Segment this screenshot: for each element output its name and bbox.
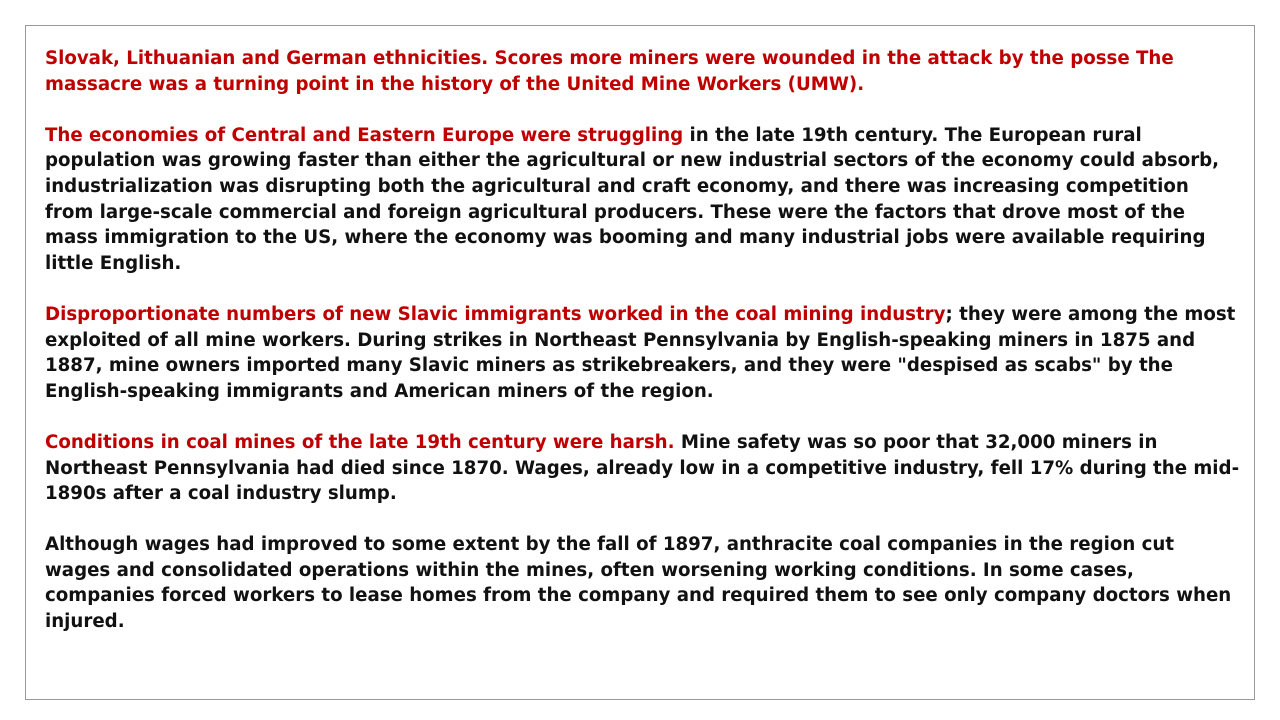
- paragraph-european-economies: [45, 123, 1240, 277]
- slide-content: [45, 46, 1240, 660]
- body-text: in the late 19th century. The European rural population was growing faster than either the agricultural or new industrial sectors of the economy could absorb, industrialization was disrupting both the agricultural and craft economy, and there was increasing competition from large-scale commercial and foreign agricultural producers. These were the factors that drove most of the mass immigration to the US, where the economy was booming and many industrial jobs were available requiring little English.: [45, 124, 1220, 274]
- body-text: ; they were among the most exploited of all mine workers. During strikes in Northeast Pennsylvania by English-speaking miners in 1875 and 1887, mine owners imported many Slavic miners as strikebreakers, and they were "despised as scabs" by the English-speaking immigrants and American miners of the region.: [45, 303, 1236, 402]
- paragraph-mine-conditions: [45, 430, 1240, 507]
- highlight-text: Slovak, Lithuanian and German ethnicities. Scores more miners were wounded in the attack by the posse The massacre was a turning point in the history of the United Mine Workers (UMW).: [45, 48, 1174, 95]
- body-text: Mine safety was so poor that 32,000 miners in Northeast Pennsylvania had died since 1870. Wages, already low in a competitive industry, fell 17% during the mid-1890s after a coal industry slump.: [45, 431, 1240, 505]
- paragraph-slavic-immigrants: [45, 302, 1240, 404]
- body-text: Although wages had improved to some extent by the fall of 1897, anthracite coal companies in the region cut wages and consolidated operations within the mines, often worsening working conditions. In some cases, companies forced workers to lease homes from the company and required them to see only company doctors when injured.: [45, 534, 1232, 633]
- highlight-text: Conditions in coal mines of the late 19th century were harsh.: [45, 431, 675, 453]
- paragraph-wage-cuts: [45, 532, 1240, 634]
- paragraph-umw-massacre: [45, 46, 1240, 97]
- highlight-text: Disproportionate numbers of new Slavic immigrants worked in the coal mining industry: [45, 303, 946, 325]
- highlight-text: The economies of Central and Eastern Europe were struggling: [45, 124, 684, 146]
